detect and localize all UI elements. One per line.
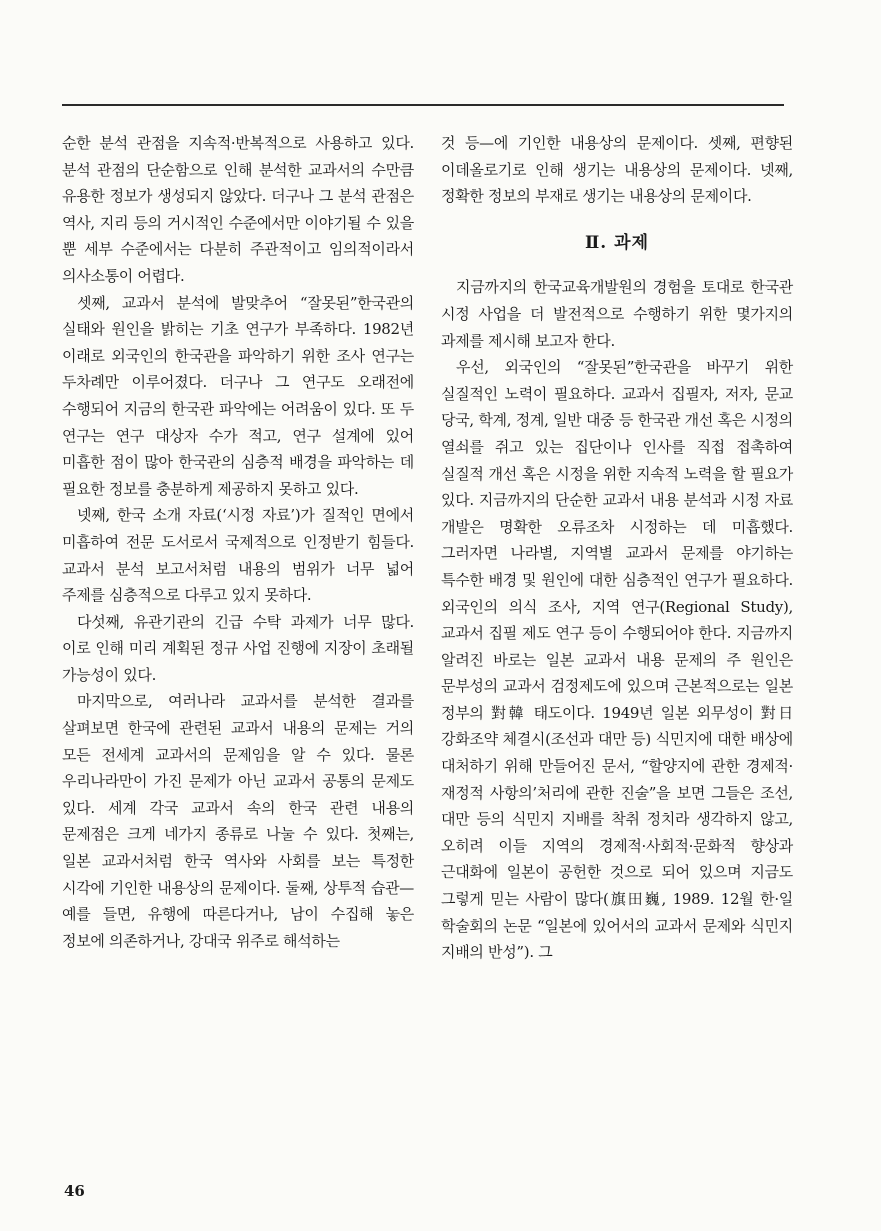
paragraph: 지금까지의 한국교육개발원의 경험을 토대로 한국관 시정 사업을 더 발전적으로 수행하기 위한 몇가지의 과제를 제시해 보고자 한다. bbox=[441, 278, 793, 350]
paragraph: 넷째, 한국 소개 자료(‘시정 자료’)가 질적인 면에서 미흡하여 전문 도서로서 국제적으로 인정받기 힘들다. 교과서 분석 보고서처럼 내용의 범위가 너무 넓어 주제를 심층적으로 다루고 있지 못하다. bbox=[62, 506, 414, 605]
paragraph: 순한 분석 관점을 지속적·반복적으로 사용하고 있다. 분석 관점의 단순함으로 인해 분석한 교과서의 수만큼 유용한 정보가 생성되지 않았다. 더구나 그 분석 관점은 역사, 지리 등의 거시적인 수준에서만 이야기될 수 있을 뿐 세부 수준에서는 다분히 주관적이고 임의적이라서 의사소통이 어렵다. bbox=[62, 134, 414, 285]
paragraph: 다섯째, 유관기관의 긴급 수탁 과제가 너무 많다. 이로 인해 미리 계획된 정규 사업 진행에 지장이 초래될 가능성이 있다. bbox=[62, 612, 414, 684]
paragraph: 우선, 외국인의 “잘못된”한국관을 바꾸기 위한 실질적인 노력이 필요하다. 교과서 집필자, 저자, 문교 당국, 학계, 정계, 일반 대중 등 한국관 개선 혹은 시정의 열쇠를 쥐고 있는 집단이나 인사를 직접 접촉하여 실질적 개선 혹은 시정을 위한 지속적 노력을 할 필요가 있다. 지금까지의 단순한 교과서 내용 분석과 시정 자료 개발은 명확한 오류조차 시정하는 데 미흡했다. 그러자면 나라별, 지역별 교과서 문제를 야기하는 특수한 배경 및 원인에 대한 심층적인 연구가 필요하다. 외국인의 의식 조사, 지역 연구(Regional Study), 교과서 집필 제도 연구 등이 수행되어야 한다. 지금까지 알려진 바로는 일본 교과서 내용 문제의 주 원인은 문부성의 교과서 검정제도에 있으며 근본적으로는 일본 정부의 對韓 태도이다. 1949년 일본 외무성이 對日 강화조약 체결시(조선과 대만 등) 식민지에 대한 배상에 대처하기 위해 만들어진 문서, “할양지에 관한 경제적·재정적 사항의’처리에 관한 진술”을 보면 그들은 조선, 대만 등의 식민지 지배를 착취 정치라 생각하지 않고, 오히려 이들 지역의 경제적·사회적·문화적 향상과 근대화에 일본이 공헌한 것으로 되어 있으며 지금도 그렇게 믿는 사람이 많다(旗田巍, 1989. 12월 한·일 학술회의 논문 “일본에 있어서의 교과서 문제와 식민지 지배의 반성”). 그 bbox=[441, 358, 793, 962]
paragraph: 마지막으로, 여러나라 교과서를 분석한 결과를 살펴보면 한국에 관련된 교과서 내용의 문제는 거의 모든 전세계 교과서의 문제임을 알 수 있다. 물론 우리나라만이 가진 문제가 아닌 교과서 공통의 문제도 있다. 세계 각국 교과서 속의 한국 관련 내용의 문제점은 크게 네가지 종류로 나눌 수 있다. 첫째는, 일본 교과서처럼 한국 역사와 사회를 보는 특정한 시각에 기인한 내용상의 문제이다. 둘째, 상투적 습관—예를 들면, 유행에 따른다거나, 남이 수집해 놓은 정보에 의존하거나, 강대국 위주로 해석하는 bbox=[62, 692, 414, 950]
paragraph: 셋째, 교과서 분석에 발맞추어 “잘못된”한국관의 실태와 원인을 밝히는 기초 연구가 부족하다. 1982년 이래로 외국인의 한국관을 파악하기 위한 조사 연구는 두차례만 이루어졌다. 더구나 그 연구도 오래전에 수행되어 지금의 한국관 파악에는 어려움이 있다. 또 두 연구는 연구 대상자 수가 적고, 연구 설계에 있어 미흡한 점이 많아 한국관의 심층적 배경을 파악하는 데 필요한 정보를 충분하게 제공하지 못하고 있다. bbox=[62, 293, 414, 498]
section-heading: Ⅱ. 과제 bbox=[584, 232, 649, 253]
header-rule bbox=[62, 104, 784, 106]
page-number: 46 bbox=[64, 1182, 85, 1200]
left-column bbox=[62, 130, 414, 954]
right-column bbox=[441, 130, 793, 966]
paragraph: 것 등—에 기인한 내용상의 문제이다. 셋째, 편향된 이데올로기로 인해 생기는 내용상의 문제이다. 넷째, 정확한 정보의 부재로 생기는 내용상의 문제이다. bbox=[441, 134, 793, 206]
